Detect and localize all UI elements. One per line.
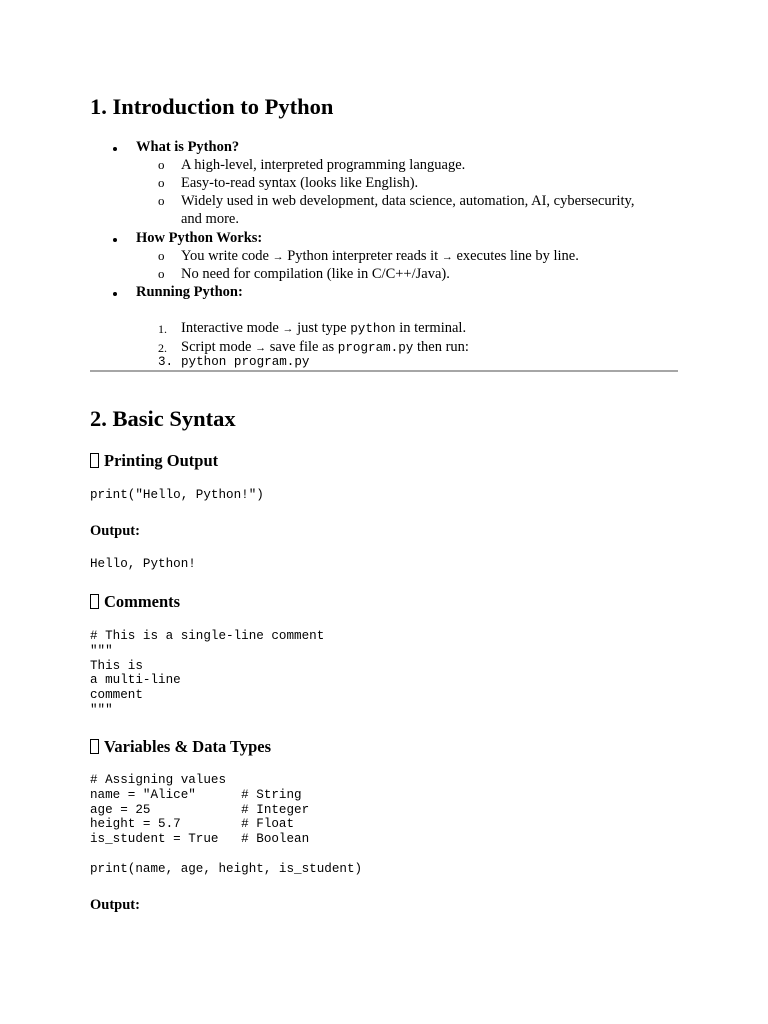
subheading-text: Variables & Data Types <box>104 737 271 756</box>
list-item-text: save file as <box>269 339 335 355</box>
circle-bullet-icon: o <box>158 248 165 263</box>
arrow-right-icon: → <box>282 323 294 335</box>
list-item <box>181 247 579 266</box>
missing-glyph-icon <box>90 739 99 754</box>
list-item-text: Interactive mode <box>181 320 279 336</box>
step-number: 2. <box>158 341 167 355</box>
list-item: A high-level, interpreted programming language. <box>181 157 466 173</box>
list-item: No need for compilation (like in C/C++/Java). <box>181 266 450 282</box>
output-block: Hello, Python! <box>90 557 196 571</box>
horizontal-divider <box>90 370 678 372</box>
list-item-text: Script mode <box>181 339 252 355</box>
list-item <box>181 319 466 338</box>
circle-bullet-icon: o <box>158 266 165 281</box>
bullet-icon <box>113 292 117 296</box>
list-item-continuation: and more. <box>181 211 239 227</box>
bullet-icon <box>113 238 117 242</box>
list-item-text: just type <box>297 320 347 336</box>
missing-glyph-icon <box>90 453 99 468</box>
circle-bullet-icon: o <box>158 175 165 190</box>
code-block: print("Hello, Python!") <box>90 488 264 502</box>
list-item-text: Python interpreter reads it <box>287 248 439 264</box>
section-heading-basic-syntax: 2. Basic Syntax <box>90 406 236 431</box>
output-label: Output: <box>90 523 140 539</box>
inline-code: program.py <box>337 341 414 355</box>
inline-code: python <box>350 322 396 336</box>
bullet-icon <box>113 147 117 151</box>
list-item-text: You write code <box>181 248 269 264</box>
circle-bullet-icon: o <box>158 157 165 172</box>
code-block: # Assigning values name = "Alice" # String age = 25 # Integer height = 5.7 # Float is_student = True # Boolean <box>90 773 310 847</box>
list-item: Widely used in web development, data science, automation, AI, cybersecurity, <box>181 193 635 209</box>
circle-bullet-icon: o <box>158 193 165 208</box>
list-item-text: executes line by line. <box>456 248 579 264</box>
missing-glyph-icon <box>90 594 99 609</box>
step-number: 1. <box>158 322 167 336</box>
code-block: print(name, age, height, is_student) <box>90 862 363 876</box>
list-item-text: then run: <box>416 339 469 355</box>
subheading-variables <box>90 737 271 757</box>
section-heading-introduction: 1. Introduction to Python <box>90 94 334 119</box>
list-item: Easy-to-read syntax (looks like English). <box>181 175 419 191</box>
output-label: Output: <box>90 897 140 913</box>
code-line: python program.py <box>181 355 310 369</box>
list-item-text: in terminal. <box>399 320 467 336</box>
running-python-label: Running Python: <box>136 284 243 300</box>
subheading-text: Comments <box>104 592 181 611</box>
subheading-text: Printing Output <box>104 451 219 470</box>
how-python-works-label: How Python Works: <box>136 230 263 246</box>
code-block: # This is a single-line comment """ This is a multi-line comment """ <box>90 629 325 717</box>
arrow-right-icon: → <box>272 251 284 263</box>
subheading-printing-output <box>90 451 218 471</box>
subheading-comments <box>90 592 180 612</box>
arrow-right-icon: → <box>255 342 267 354</box>
arrow-right-icon: → <box>441 251 453 263</box>
step-number: 3. <box>158 355 174 369</box>
what-is-python-label: What is Python? <box>136 139 240 155</box>
